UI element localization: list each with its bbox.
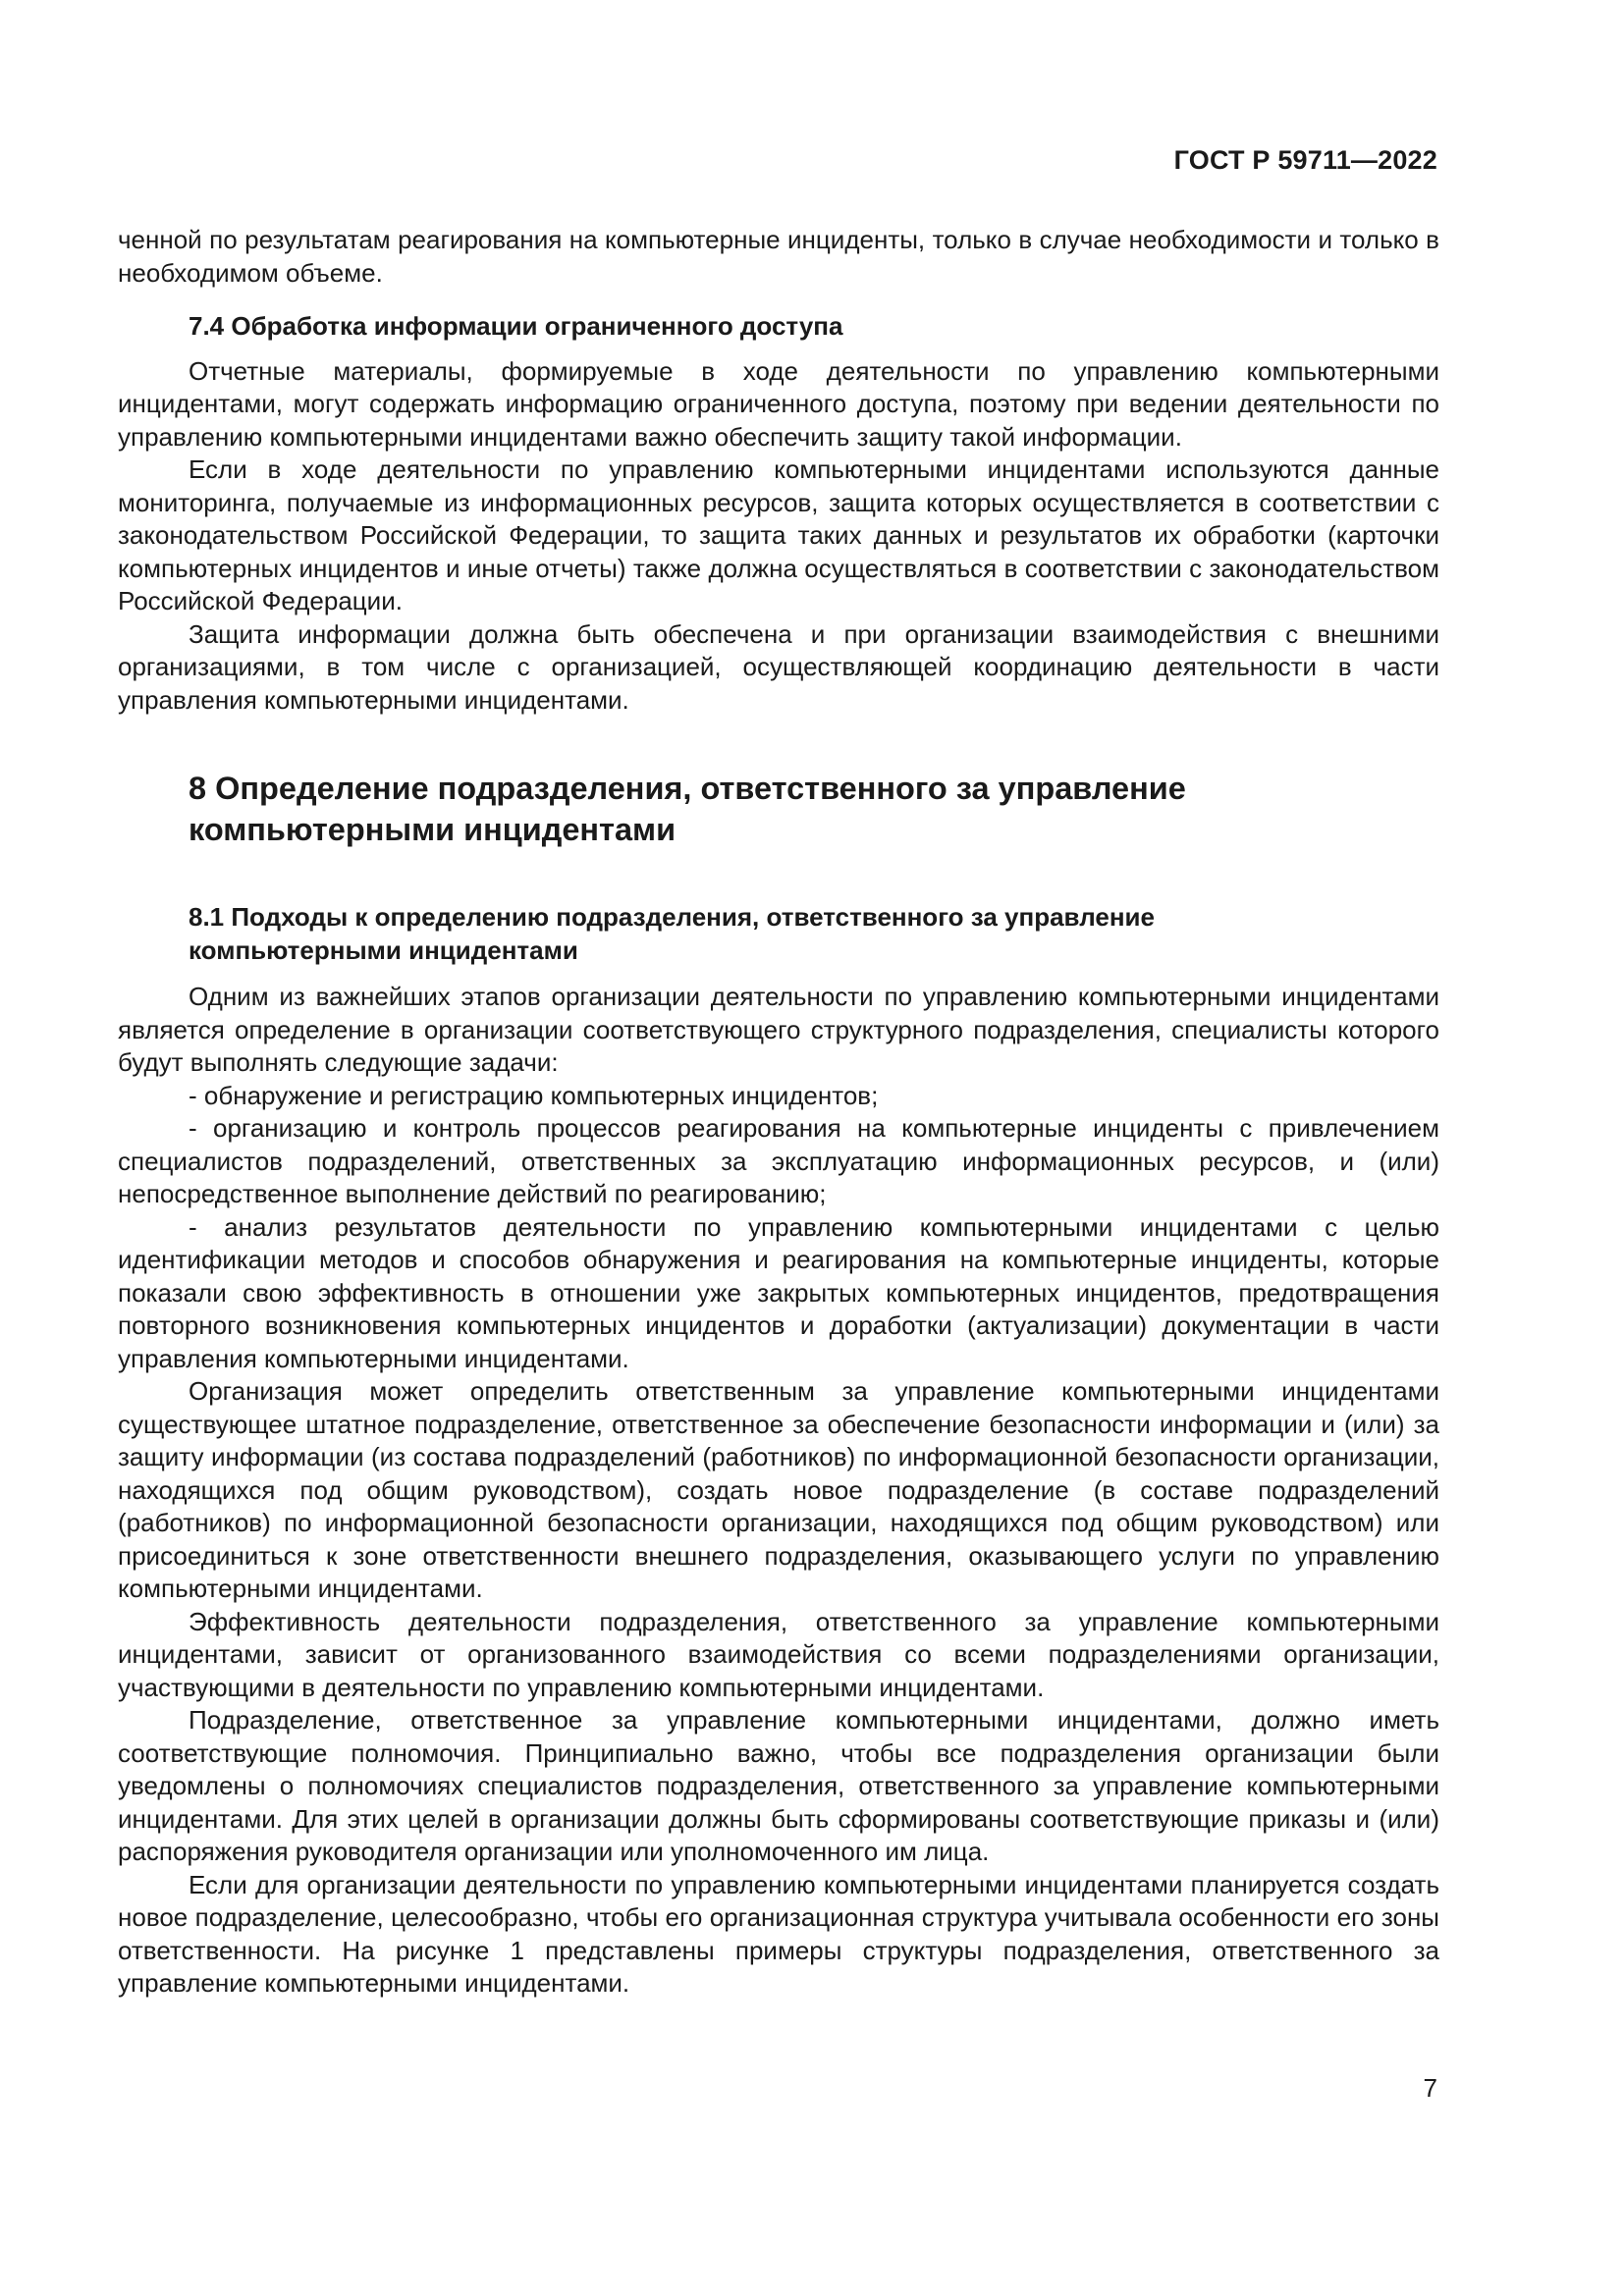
section-8-1-heading-line-2: компьютерными инцидентами bbox=[189, 934, 578, 965]
document-code: ГОСТ Р 59711—2022 bbox=[1173, 145, 1437, 175]
list-item: - анализ результатов деятельности по управлению компьютерными инцидентами с целью идентификации методов и способов обнаружения и реагирования на компьютерные инциденты, которые показали свою эффективность в отношении уже закрытых компьютерных инцидентов, предотвращения повторного возникновения компьютерных инцидентов и доработки (актуализации) документации в части управления компьютерными инцидентами. bbox=[118, 1211, 1439, 1373]
section-8-1-paragraph-3: Подразделение, ответственное за управление компьютерными инцидентами, должно иметь соответствующие полномочия. Принципиально важно, чтобы все подразделения организации были уведомлены о полномочиях специалистов подразделения, ответственного за управление компьютерными инцидентами. Для этих целей в организации должны быть сформированы соответствующие приказы и (или) распоряжения руководителя организации или уполномоченного им лица. bbox=[118, 1705, 1439, 1866]
section-8-heading-line-2: компьютерными инцидентами bbox=[189, 812, 677, 847]
section-8-heading bbox=[118, 768, 1439, 850]
section-8-1-paragraph-2: Эффективность деятельности подразделения, ответственного за управление компьютерными инцидентами, зависит от организованного взаимодействия со всеми подразделениями организации, участвующими в деятельности по управлению компьютерными инцидентами. bbox=[118, 1606, 1439, 1702]
list-item: - организацию и контроль процессов реагирования на компьютерные инциденты с привлечением специалистов подразделений, ответственных за эксплуатацию информационных ресурсов, и (или) непосредственное выполнение действий по реагированию; bbox=[118, 1113, 1439, 1208]
section-7-4-paragraph-1: Отчетные материалы, формируемые в ходе деятельности по управлению компьютерными инцидентами, могут содержать информацию ограниченного доступа, поэтому при ведении деятельности по управлению компьютерными инцидентами важно обеспечить защиту такой информации. bbox=[118, 355, 1439, 452]
section-8-1-heading bbox=[118, 901, 1439, 967]
section-7-4-paragraph-2: Если в ходе деятельности по управлению компьютерными инцидентами используются данные мониторинга, получаемые из информационных ресурсов, защита которых осуществляется в соответствии с законодательством Российской Федерации, то защита таких данных и результатов их обработки (карточки компьютерных инцидентов и иные отчеты) также должна осуществляться в соответствии с законодательством Российской Федерации. bbox=[118, 454, 1439, 615]
section-7-4-paragraph-3: Защита информации должна быть обеспечена и при организации взаимодействия с внешними организациями, в том числе с организацией, осуществляющей координацию деятельности в части управления компьютерными инцидентами. bbox=[118, 618, 1439, 715]
section-7-4-heading: 7.4 Обработка информации ограниченного доступа bbox=[189, 311, 843, 341]
section-8-1-heading-line-1: 8.1 Подходы к определению подразделения, ответственного за управление bbox=[189, 902, 1155, 932]
intro-paragraph: ченной по результатам реагирования на компьютерные инциденты, только в случае необходимости и только в необходимом объеме. bbox=[118, 225, 1439, 288]
section-8-1-paragraph-1: Организация может определить ответственным за управление компьютерными инцидентами существующее штатное подразделение, ответственное за обеспечение безопасности информации и (или) за защиту информации (из состава подразделений (работников) по информационной безопасности организации, находящихся под общим руководством), создать новое подразделение (в составе подразделений (работников) по информационной безопасности организации, находящихся под общим руководством) или присоединиться к зоне ответственности внешнего подразделения, оказывающего услуги по управлению компьютерными инцидентами. bbox=[118, 1376, 1439, 1603]
page-number: 7 bbox=[1423, 2073, 1437, 2103]
list-item: - обнаружение и регистрацию компьютерных инцидентов; bbox=[189, 1080, 879, 1110]
section-8-1-paragraph-4: Если для организации деятельности по управлению компьютерными инцидентами планируется создать новое подразделение, целесообразно, чтобы его организационная структура учитывала особенности его зоны ответственности. На рисунке 1 представлены примеры структуры подразделения, ответственного за управление компьютерными инцидентами. bbox=[118, 1869, 1439, 1998]
section-8-heading-line-1: 8 Определение подразделения, ответственного за управление bbox=[189, 771, 1186, 806]
page-content bbox=[118, 224, 1439, 2001]
section-8-1-lead-paragraph: Одним из важнейших этапов организации деятельности по управлению компьютерными инцидентами является определение в организации соответствующего структурного подразделения, специалисты которого будут выполнять следующие задачи: bbox=[118, 982, 1439, 1077]
